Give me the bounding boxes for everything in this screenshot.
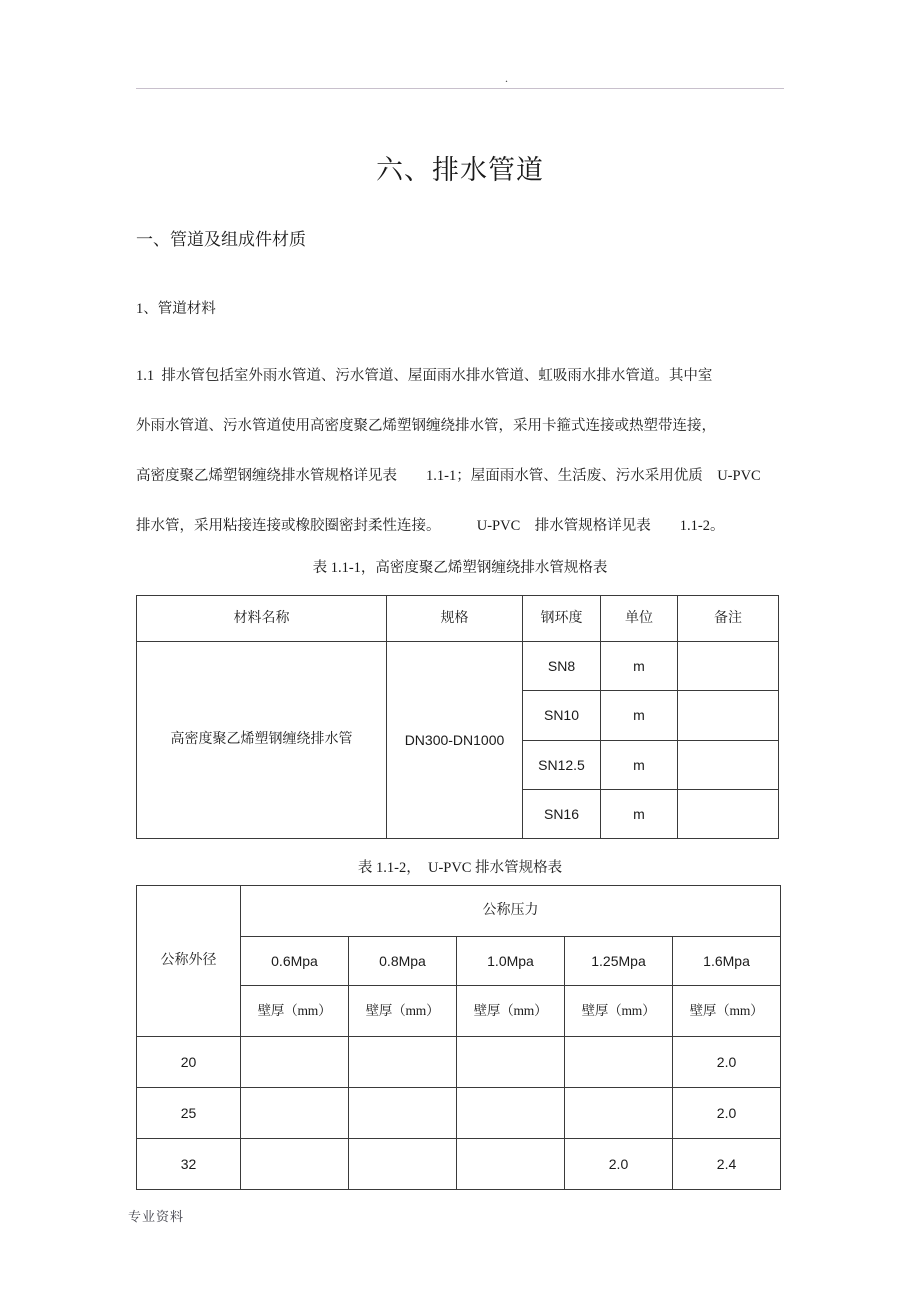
table-2-cell-value [457,1139,565,1190]
table-2-cell-value [457,1037,565,1088]
table-2-header-outer-diameter: 公称外径 [137,886,241,1037]
table-2-cell-value [241,1088,349,1139]
table-row [137,1088,781,1139]
table-2-cell-value: 2.0 [673,1037,781,1088]
table-1-cell-ring: SN12.5 [523,740,601,789]
table-1-cell-remark [678,642,779,691]
table-2-cell-od: 20 [137,1037,241,1088]
table-2-caption: 表 1.1-2， U-PVC 排水管规格表 [357,860,563,876]
table-pipe-spec-hdpe [136,595,779,839]
table-2-cell-value [349,1088,457,1139]
table-row [137,1037,781,1088]
table-2-header-pressure: 0.6Mpa [241,937,349,986]
section-heading-1: 一、管道及组成件材质 [136,230,306,249]
paragraph-line-1: 1.1 排水管包括室外雨水管道、污水管道、屋面雨水排水管道、虹吸雨水排水管道。其中室 [136,368,713,384]
table-2-cell-od: 25 [137,1088,241,1139]
table-1-caption: 表 1.1-1，高密度聚乙烯塑钢缠绕排水管规格表 [312,560,608,576]
table-1-header-material: 材料名称 [137,596,387,642]
paragraph-line-3: 高密度聚乙烯塑钢缠绕排水管规格详见表 1.1-1；屋面雨水管、生活废、污水采用优质 U-PVC [136,468,761,484]
table-2-cell-value [565,1037,673,1088]
table-2-cell-od: 32 [137,1139,241,1190]
header-rule [136,88,784,89]
table-row [137,596,779,642]
table-1-cell-unit: m [601,789,678,838]
table-1-cell-ring: SN10 [523,691,601,740]
table-2-cell-value: 2.0 [565,1139,673,1190]
header-mark: . [505,71,508,85]
table-1-cell-unit: m [601,691,678,740]
table-2-cell-value: 2.4 [673,1139,781,1190]
table-2-header-wall-thickness: 壁厚（mm） [349,986,457,1037]
table-1-cell-spec: DN300-DN1000 [387,642,523,839]
table-2-header-wall-thickness: 壁厚（mm） [457,986,565,1037]
table-2-cell-value: 2.0 [673,1088,781,1139]
table-2-header-wall-thickness: 壁厚（mm） [241,986,349,1037]
table-2-header-pressure: 1.6Mpa [673,937,781,986]
table-1-cell-unit: m [601,642,678,691]
table-2-cell-value [349,1139,457,1190]
table-2-header-wall-thickness: 壁厚（mm） [565,986,673,1037]
table-2-header-pressure: 0.8Mpa [349,937,457,986]
table-1-cell-ring: SN8 [523,642,601,691]
table-1-header-spec: 规格 [387,596,523,642]
table-2-cell-value [349,1037,457,1088]
page-title: 六、排水管道 [376,155,544,185]
table-1-cell-ring: SN16 [523,789,601,838]
table-row [137,886,781,937]
table-1-header-ring: 钢环度 [523,596,601,642]
table-2-cell-value [241,1139,349,1190]
table-1-cell-material: 高密度聚乙烯塑钢缠绕排水管 [137,642,387,839]
table-1-cell-remark [678,740,779,789]
table-2-header-wall-thickness: 壁厚（mm） [673,986,781,1037]
table-1-cell-remark [678,691,779,740]
table-1-cell-remark [678,789,779,838]
table-2-cell-value [241,1037,349,1088]
table-row [137,642,779,691]
subsection-heading-1: 1、管道材料 [136,301,216,317]
page-footer: 专业资料 [128,1209,185,1224]
paragraph-line-4: 排水管，采用粘接连接或橡胶圈密封柔性连接。 U-PVC 排水管规格详见表 1.1-2。 [136,518,725,534]
table-2-cell-value [457,1088,565,1139]
table-2-cell-value [565,1088,673,1139]
paragraph-line-2: 外雨水管道、污水管道使用高密度聚乙烯塑钢缠绕排水管，采用卡箍式连接或热塑带连接， [136,418,716,434]
table-row [137,1139,781,1190]
table-2-header-pressure: 1.25Mpa [565,937,673,986]
table-1-header-unit: 单位 [601,596,678,642]
table-1-header-remark: 备注 [678,596,779,642]
table-pipe-spec-upvc [136,885,781,1190]
table-2-header-pressure: 1.0Mpa [457,937,565,986]
table-1-cell-unit: m [601,740,678,789]
table-2-header-nominal-pressure: 公称压力 [241,886,781,937]
